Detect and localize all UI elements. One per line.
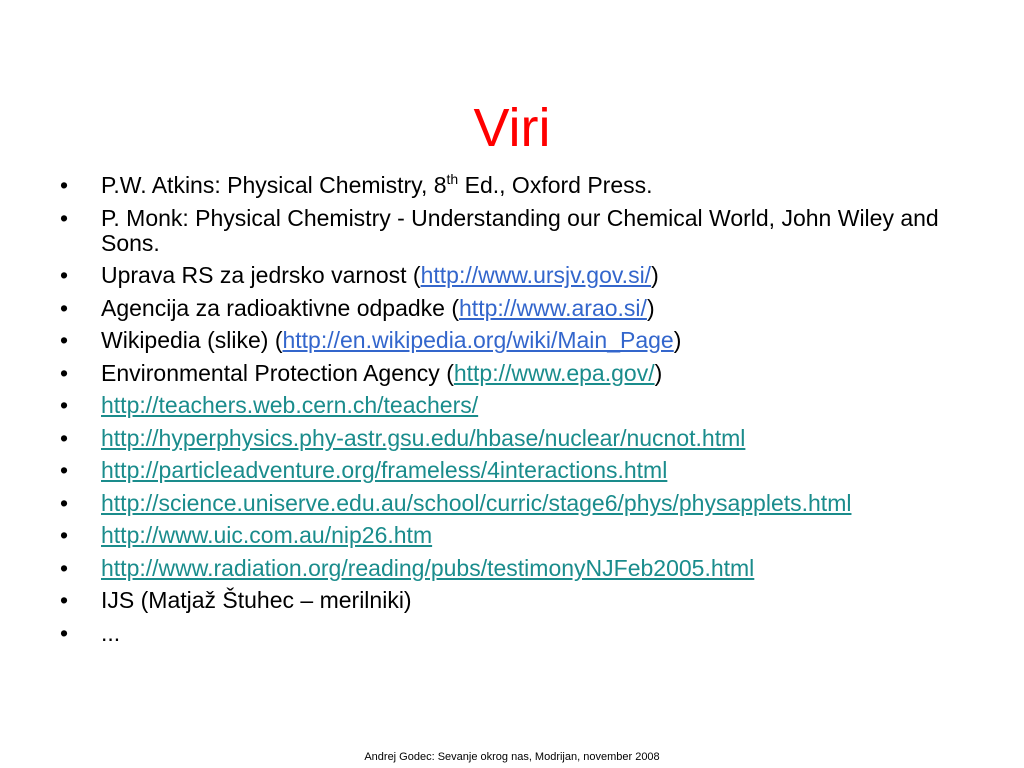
ref-superscript: th (446, 171, 459, 187)
bullet-icon: • (60, 327, 69, 353)
ref-text: P. Monk: Physical Chemistry - Understanding our Chemical World, John Wiley and Sons. (101, 204, 939, 256)
slide-title: Viri (473, 98, 551, 159)
list-item (60, 393, 960, 418)
bullet-icon: • (60, 262, 69, 288)
slide-footer: Andrej Godec: Sevanje okrog nas, Modrijan, november 2008 (364, 751, 660, 763)
list-item (60, 361, 960, 386)
bullet-icon: • (60, 619, 69, 646)
bullet-icon: • (60, 424, 69, 451)
ref-link[interactable]: http://www.radiation.org/reading/pubs/testimonyNJFeb2005.html (101, 554, 755, 581)
ref-link[interactable]: http://www.arao.si/ (459, 294, 647, 321)
bullet-icon: • (60, 522, 69, 548)
ref-text: Uprava RS za jedrsko varnost ( (101, 262, 421, 288)
list-item (60, 263, 960, 288)
ref-text: Ed., Oxford Press. (458, 172, 653, 198)
ref-text: IJS (Matjaž Štuhec – merilniki) (101, 587, 412, 613)
list-item (60, 556, 960, 581)
list-item (60, 523, 960, 548)
ref-text: ... (101, 619, 121, 646)
list-item (60, 491, 960, 516)
ref-text: ) (673, 327, 682, 353)
bullet-icon: • (60, 294, 69, 321)
ref-link[interactable]: http://www.epa.gov/ (453, 359, 655, 386)
list-item (60, 621, 960, 646)
ref-link[interactable]: http://teachers.web.cern.ch/teachers/ (101, 392, 479, 418)
ref-link[interactable]: http://www.ursjv.gov.si/ (420, 262, 652, 288)
references-list (60, 173, 960, 653)
ref-text: ) (654, 359, 663, 386)
ref-link[interactable]: http://hyperphysics.phy-astr.gsu.edu/hbase/nuclear/nucnot.html (101, 424, 746, 451)
bullet-icon: • (60, 554, 69, 581)
list-item (60, 328, 960, 353)
bullet-icon: • (60, 489, 69, 516)
ref-text: Wikipedia (slike) ( (101, 327, 283, 353)
ref-text: ) (646, 294, 655, 321)
bullet-icon: • (60, 204, 69, 231)
ref-link[interactable]: http://www.uic.com.au/nip26.htm (101, 522, 433, 548)
list-item (60, 296, 960, 321)
ref-text: P.W. Atkins: Physical Chemistry, 8 (101, 172, 447, 198)
bullet-icon: • (60, 392, 69, 418)
list-item (60, 173, 960, 198)
list-item (60, 206, 960, 256)
list-item (60, 588, 960, 613)
ref-link[interactable]: http://en.wikipedia.org/wiki/Main_Page (282, 327, 674, 353)
ref-link[interactable]: http://particleadventure.org/frameless/4interactions.html (101, 457, 668, 483)
list-item (60, 458, 960, 483)
bullet-icon: • (60, 172, 69, 198)
bullet-icon: • (60, 587, 69, 613)
bullet-icon: • (60, 457, 69, 483)
ref-text: Agencija za radioaktivne odpadke ( (101, 294, 460, 321)
ref-text: Environmental Protection Agency ( (101, 359, 454, 386)
bullet-icon: • (60, 359, 69, 386)
list-item (60, 426, 960, 451)
ref-text: ) (651, 262, 659, 288)
ref-link[interactable]: http://science.uniserve.edu.au/school/curric/stage6/phys/physapplets.html (101, 489, 852, 516)
